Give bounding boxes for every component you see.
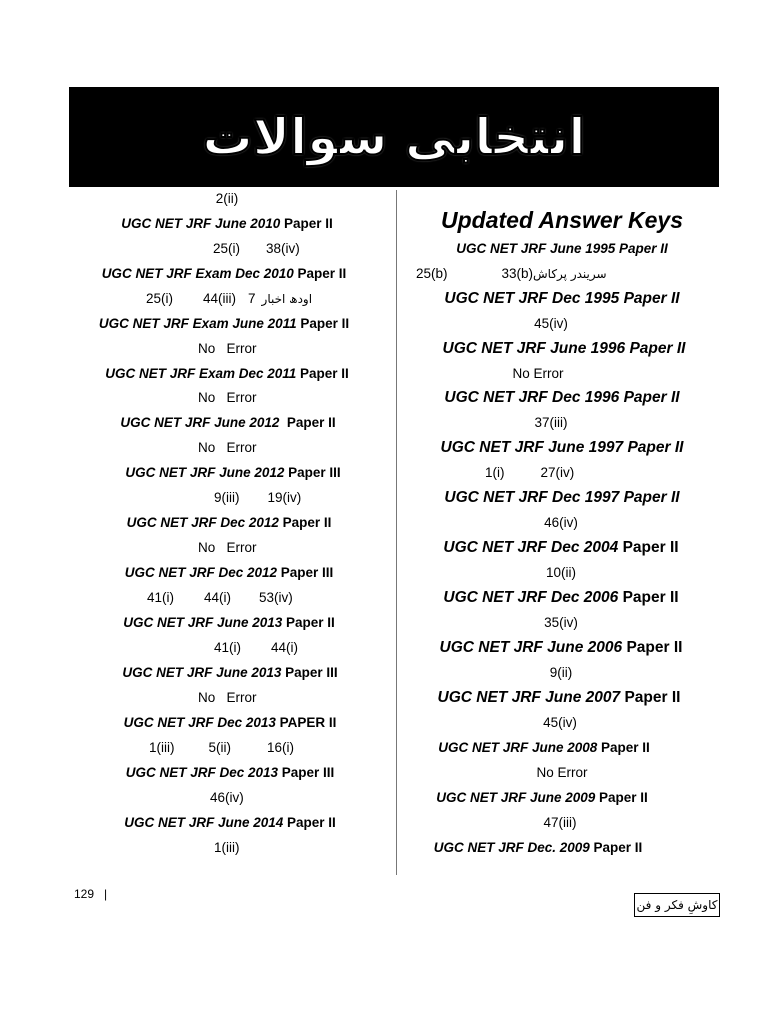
exam-heading: UGC NET JRF June 2008 Paper II [438, 740, 650, 755]
answer-line: 25(i) 38(iv) [213, 241, 300, 256]
exam-heading: UGC NET JRF June 1997 Paper II [440, 439, 684, 456]
exam-heading: UGC NET JRF Exam June 2011 Paper II [98, 316, 350, 331]
answer-line: No Error [198, 341, 257, 356]
answer-line: 10(ii) [545, 565, 577, 580]
exam-heading: UGC NET JRF June 2007 Paper II [437, 689, 681, 706]
column-divider [396, 190, 397, 875]
answer-line: 9(ii) [549, 665, 573, 680]
exam-heading: UGC NET JRF Dec 2013 Paper III [125, 765, 335, 780]
answer-line: 41(i) 44(i) [214, 640, 299, 655]
answer-line: 35(iv) [544, 615, 578, 630]
exam-heading: UGC NET JRF June 2014 Paper II [124, 815, 336, 830]
exam-heading: UGC NET JRF Dec 2004 Paper II [443, 539, 679, 556]
exam-heading: UGC NET JRF June 1995 Paper II [456, 241, 668, 256]
publication-name: کاوشِ فکر و فن [636, 898, 718, 912]
answer-line: No Error [536, 765, 588, 780]
exam-heading: UGC NET JRF June 2010 Paper II [121, 216, 333, 231]
exam-heading: UGC NET JRF June 2012 Paper III [125, 465, 341, 480]
answer-line: No Error [512, 366, 564, 381]
exam-heading: UGC NET JRF Exam Dec 2011 Paper II [105, 366, 349, 381]
answer-line: 47(iii) [543, 815, 577, 830]
page-number: 129 | [74, 887, 108, 901]
answer-line: 1(i) 27(iv) [485, 465, 575, 480]
answer-line: No Error [198, 440, 257, 455]
answer-line: 9(iii) 19(iv) [214, 490, 302, 505]
answer-line: 46(iv) [210, 790, 244, 805]
answer-line: 41(i) 44(i) 53(iv) [147, 590, 293, 605]
exam-heading: UGC NET JRF Dec 2013 PAPER II [123, 715, 337, 730]
exam-heading: UGC NET JRF Dec 1996 Paper II [444, 389, 680, 406]
exam-heading: UGC NET JRF June 2012 Paper II [120, 415, 336, 430]
exam-heading: UGC NET JRF Exam Dec 2010 Paper II [101, 266, 347, 281]
exam-heading: UGC NET JRF Dec 1995 Paper II [444, 290, 680, 307]
answer-line: No Error [198, 540, 257, 555]
answer-line: 45(iv) [543, 715, 577, 730]
exam-heading: UGC NET JRF June 2013 Paper III [122, 665, 338, 680]
section-title: Updated Answer Keys [441, 207, 683, 233]
answer-line: 45(iv) [534, 316, 568, 331]
answer-line: No Error [198, 390, 257, 405]
answer-line: 25(b) 33(b)سریندر پرکاش [416, 266, 607, 281]
answer-line: 2(ii) [215, 191, 239, 206]
exam-heading: UGC NET JRF Dec 2006 Paper II [443, 589, 679, 606]
urdu-text: اودھ اخبار [261, 292, 313, 306]
exam-heading: UGC NET JRF Dec 1997 Paper II [444, 489, 680, 506]
answer-line: 37(iii) [534, 415, 568, 430]
exam-heading: UGC NET JRF Dec 2012 Paper II [126, 515, 332, 530]
answer-line: 1(iii) 5(ii) 16(i) [149, 740, 295, 755]
answer-line: 25(i) 44(iii) 7 اودھ اخبار [146, 291, 313, 306]
exam-heading: UGC NET JRF June 2013 Paper II [123, 615, 335, 630]
title-banner [69, 87, 719, 187]
exam-heading: UGC NET JRF Dec 2012 Paper III [124, 565, 334, 580]
banner-title: انتخابی سوالات [202, 108, 586, 166]
exam-heading: UGC NET JRF June 2006 Paper II [439, 639, 683, 656]
answer-line: 46(iv) [544, 515, 578, 530]
publication-logo [634, 893, 720, 917]
answer-line: No Error [198, 690, 257, 705]
urdu-text: سریندر پرکاش [533, 267, 607, 281]
exam-heading: UGC NET JRF June 1996 Paper II [442, 340, 686, 357]
exam-heading: UGC NET JRF Dec. 2009 Paper II [433, 840, 643, 855]
exam-heading: UGC NET JRF June 2009 Paper II [436, 790, 648, 805]
answer-line: 1(iii) [214, 840, 240, 855]
